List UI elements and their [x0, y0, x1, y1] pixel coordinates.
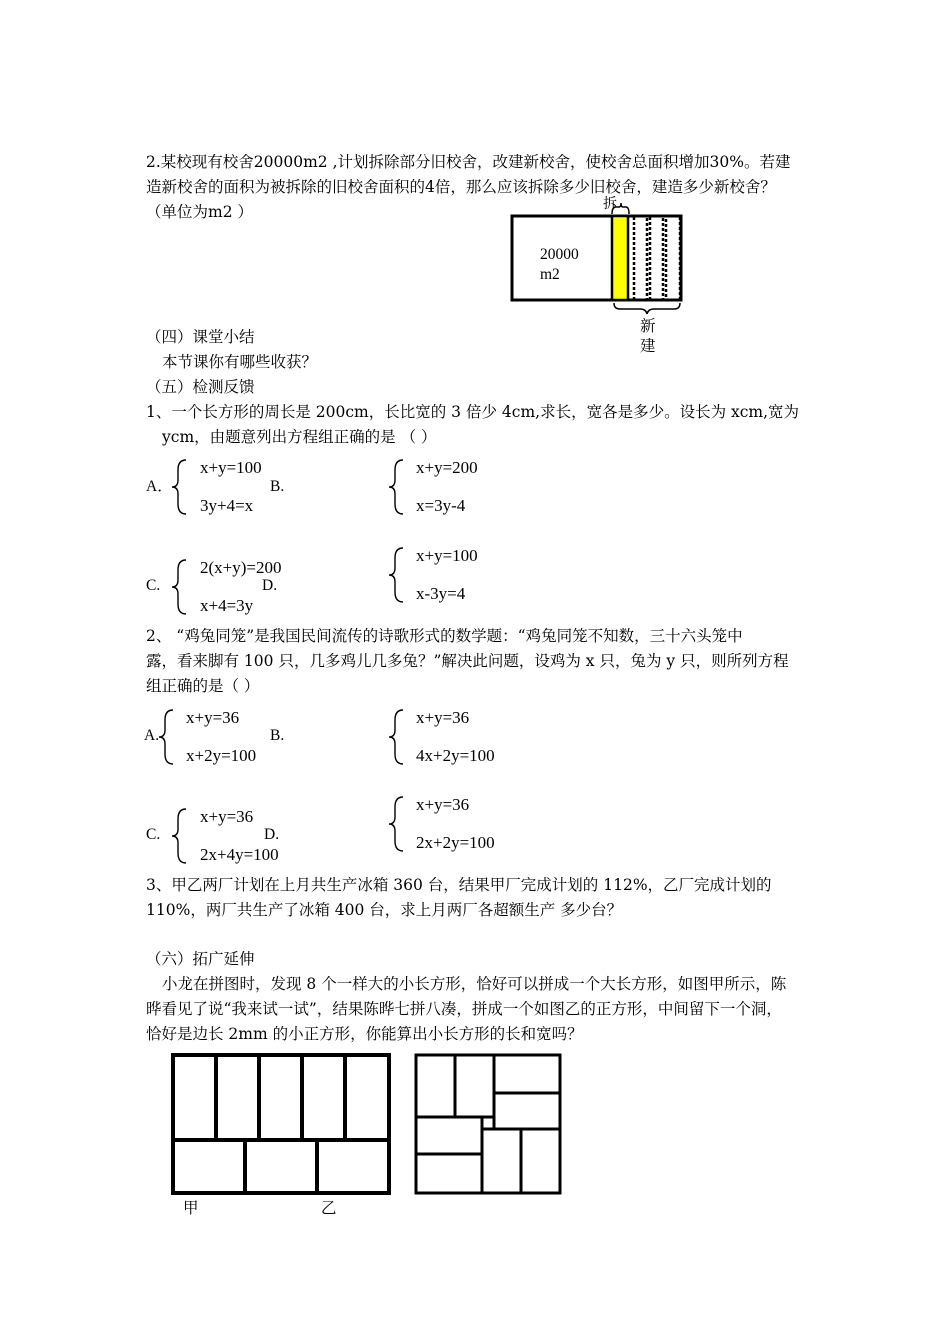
campus-diagram [0, 0, 950, 360]
section4-heading: （四）课堂小结 [146, 328, 255, 346]
q1-option-a-brace [170, 458, 190, 518]
q1-option-c-eq1: 2(x+y)=200 [200, 558, 282, 577]
q2-option-d-brace [387, 795, 407, 855]
q2-line1: 2、 “鸡兔同笼”是我国民间流传的诗歌形式的数学题：“鸡兔同笼不知数，三十六头笼中 [146, 627, 743, 645]
q1-option-d-eq2: x-3y=4 [416, 584, 466, 603]
old-campus-rect [512, 216, 681, 300]
q1-option-c-eq2: x+4=3y [200, 596, 254, 615]
yi-tile-2 [455, 1055, 494, 1117]
q2-option-b-brace [387, 708, 407, 768]
yi-tile-8 [521, 1129, 560, 1193]
q2-option-d-eq2: 2x+2y=100 [416, 833, 495, 852]
demolish-rect [612, 216, 628, 300]
yi-tile-1 [416, 1055, 455, 1117]
q2-option-a-eq1: x+y=36 [186, 708, 240, 727]
new-building-rect-1 [634, 216, 647, 300]
problem2-line1: 2.某校现有校舍20000m2 ,计划拆除部分旧校舍，改建新校舍，使校舍总面积增加30%。若建 [146, 153, 791, 171]
q2-option-c-eq1: x+y=36 [200, 807, 254, 826]
campus-area-line1: 20000 [540, 246, 579, 263]
q2-option-c-label: C. [146, 826, 161, 843]
q2-option-a-eq2: x+2y=100 [186, 746, 257, 765]
figure-yi-label: 乙 [321, 1199, 337, 1217]
q1-line2: ycm，由题意列出方程组正确的是 （ ） [162, 428, 437, 446]
q2-option-d-label: D. [264, 826, 280, 843]
q3-line2: 110%，两厂共生产了冰箱 400 台，求上月两厂各超额生产 多少台？ [146, 901, 623, 919]
q2-option-b-eq1: x+y=36 [416, 708, 470, 727]
new-label-1: 新 [640, 317, 656, 335]
q1-option-a-eq2: 3y+4=x [200, 496, 254, 515]
q1-option-c-label: C. [146, 577, 161, 594]
section6-line3: 恰好是边长 2mm 的小正方形，你能算出小长方形的长和宽吗？ [146, 1025, 583, 1043]
campus-area-line2: m2 [540, 266, 560, 283]
q1-option-d-label: D. [262, 577, 278, 594]
problem2-line2: 造新校舍的面积为被拆除的旧校舍面积的4倍，那么应该拆除多少旧校舍，建造多少新校舍？ [146, 178, 776, 196]
section6-line1: 小龙在拼图时，发现 8 个一样大的小长方形，恰好可以拼成一个大长方形，如图甲所示，陈 [162, 975, 787, 993]
figure-jia-label: 甲 [183, 1199, 199, 1217]
yi-outer [416, 1055, 560, 1193]
q1-option-d-eq1: x+y=100 [416, 546, 478, 565]
q2-line2: 露，看来脚有 100 只，几多鸡儿几多兔？”解决此问题，设鸡为 x 只，兔为 y 只，则所列方程 [146, 652, 789, 670]
section4-question: 本节课你有哪些收获？ [162, 353, 318, 371]
q1-line1: 1、一个长方形的周长是 200cm，长比宽的 3 倍少 4cm,求长，宽各是多少。设长为 xcm,宽为 [146, 403, 800, 421]
q1-option-b-eq2: x=3y-4 [416, 496, 466, 515]
yi-tile-6 [416, 1154, 482, 1193]
q2-option-d-eq1: x+y=36 [416, 795, 470, 814]
new-building-rect-3 [666, 216, 680, 300]
problem2-line3: （单位为m2 ） [146, 203, 253, 221]
q2-option-b-eq2: 4x+2y=100 [416, 746, 495, 765]
q1-option-b-eq1: x+y=200 [416, 458, 478, 477]
new-label-2: 建 [640, 337, 656, 355]
jia-outer [173, 1055, 389, 1193]
yi-tile-7 [482, 1129, 521, 1193]
q2-option-a-label: A. [144, 727, 160, 744]
new-building-rect-2 [650, 216, 663, 300]
q2-option-c-eq2: 2x+4y=100 [200, 845, 279, 864]
q1-option-b-label: B. [270, 478, 285, 495]
demolish-label: 拆 [603, 196, 617, 212]
figure-jia [168, 1050, 398, 1200]
section6-heading: （六）拓广延伸 [146, 950, 255, 968]
q1-option-a-eq1: x+y=100 [200, 458, 262, 477]
q1-option-c-brace [170, 558, 190, 618]
q1-option-d-brace [387, 546, 407, 606]
section6-line2: 晔看见了说“我来试一试”，结果陈晔七拼八凑，拼成一个如图乙的正方形，中间留下一个洞， [146, 1000, 782, 1018]
q2-option-b-label: B. [270, 727, 285, 744]
yi-tile-5 [416, 1117, 482, 1154]
yi-tile-4 [494, 1093, 560, 1129]
q2-line3: 组正确的是（ ） [146, 677, 260, 695]
q2-option-a-brace [157, 708, 177, 768]
figure-yi [410, 1050, 570, 1200]
yi-tile-3 [494, 1055, 560, 1093]
section5-heading: （五）检测反馈 [146, 378, 255, 396]
new-brace [614, 303, 680, 314]
q1-option-b-brace [387, 458, 407, 518]
q1-option-a-label: A． [146, 478, 173, 495]
q3-line1: 3、甲乙两厂计划在上月共生产冰箱 360 台，结果甲厂完成计划的 112%，乙厂完成计划的 [146, 876, 772, 894]
q2-option-c-brace [170, 807, 190, 867]
